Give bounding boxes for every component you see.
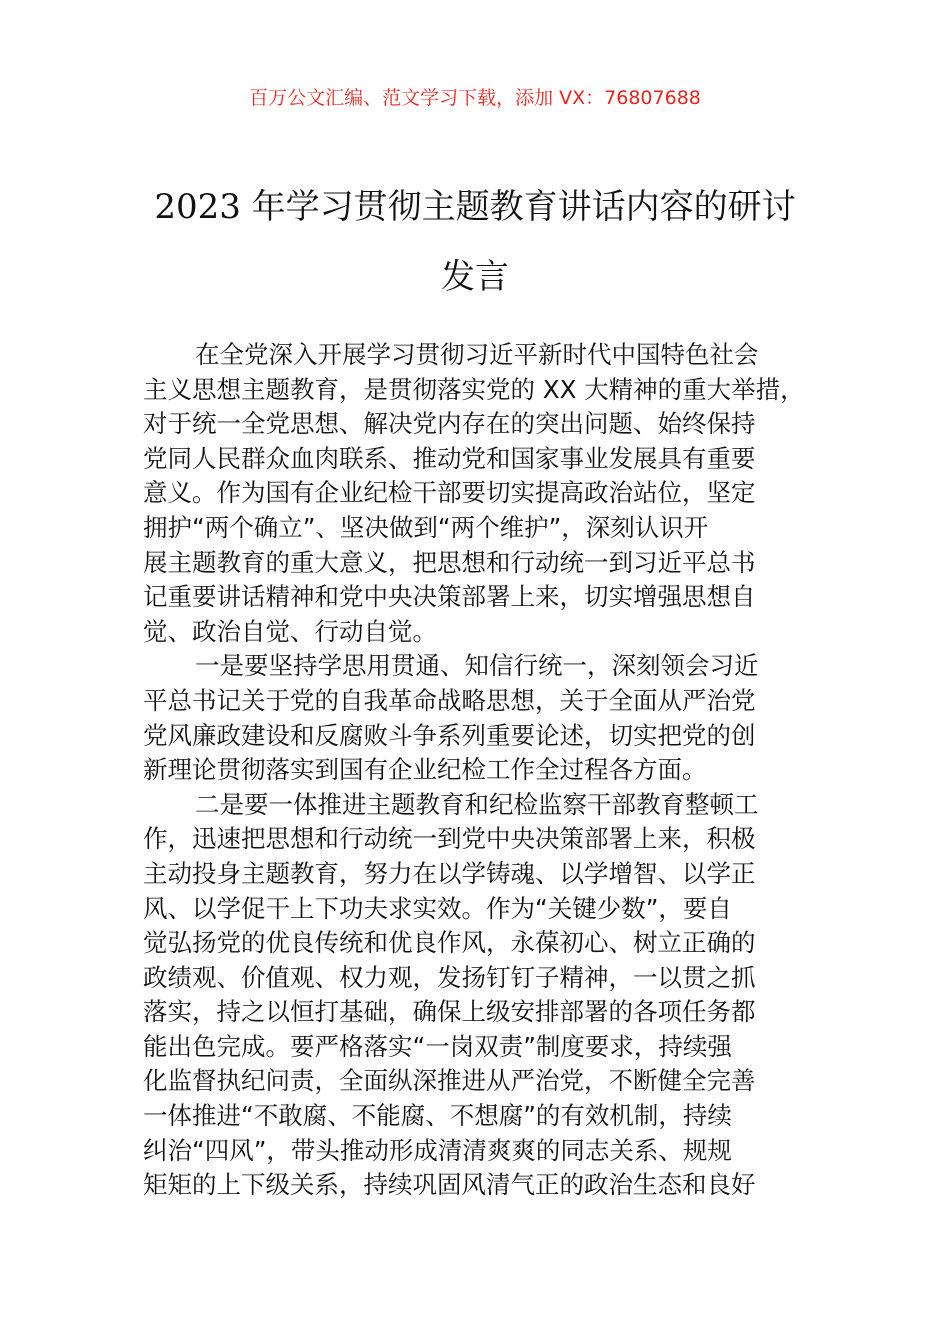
paragraph-3-line: 作，迅速把思想和行动统一到党中央决策部署上来，积极 xyxy=(143,824,756,854)
paragraph-1-line: 拥护“两个确立”、坚决做到“两个维护”，深刻认识开 xyxy=(143,512,709,542)
paragraph-3-line: 二是要一体推进主题教育和纪检监察干部教育整顿工 xyxy=(195,789,759,819)
paragraph-3-line: 化监督执纪问责，全面纵深推进从严治党，不断健全完善 xyxy=(143,1066,756,1096)
paragraph-2-line: 党风廉政建设和反腐败斗争系列重要论述，切实把党的创 xyxy=(143,720,756,750)
paragraph-2-line: 新理论贯彻落实到国有企业纪检工作全过程各方面。 xyxy=(143,755,707,785)
paragraph-1-line: 在全党深入开展学习贯彻习近平新时代中国特色社会 xyxy=(195,340,759,369)
title-line-1: 2023 年学习贯彻主题教育讲话内容的研讨 xyxy=(154,187,796,227)
title-line-2: 发言 xyxy=(441,257,509,297)
paragraph-2-line: 一是要坚持学思用贯通、知信行统一，深刻领会习近 xyxy=(195,651,759,681)
paragraph-3-line: 矩矩的上下级关系，持续巩固风清气正的政治生态和良好 xyxy=(143,1170,756,1200)
paragraph-3-line: 落实，持之以恒打基础，确保上级安排部署的各项任务都 xyxy=(143,997,756,1027)
paragraph-1-line: 记重要讲话精神和党中央决策部署上来，切实增强思想自 xyxy=(143,582,756,612)
body-text xyxy=(143,338,813,1203)
paragraph-1-line: 觉、政治自觉、行动自觉。 xyxy=(143,616,437,646)
paragraph-1-line: 意义。作为国有企业纪检干部要切实提高政治站位，坚定 xyxy=(143,478,756,508)
paragraph-3-line: 能出色完成。要严格落实“一岗双责”制度要求，持续强 xyxy=(143,1031,732,1061)
paragraph-3-line: 主动投身主题教育，努力在以学铸魂、以学增智、以学正 xyxy=(143,858,756,888)
paragraph-1-line: 展主题教育的重大意义，把思想和行动统一到习近平总书 xyxy=(143,547,756,577)
paragraph-3-line: 觉弘扬党的优良传统和优良作风，永葆初心、树立正确的 xyxy=(143,928,756,958)
paragraph-1-line: 主义思想主题教育，是贯彻落实党的 XX 大精神的重大举措， xyxy=(143,374,805,404)
paragraph-3-line: 纠治“四风”，带头推动形成清清爽爽的同志关系、规规 xyxy=(143,1135,732,1165)
paragraph-1-line: 党同人民群众血肉联系、推动党和国家事业发展具有重要 xyxy=(143,443,756,473)
paragraph-3-line: 政绩观、价值观、权力观，发扬钉钉子精神，一以贯之抓 xyxy=(143,962,756,992)
paragraph-3-line: 风、以学促干上下功夫求实效。作为“关键少数”，要自 xyxy=(143,893,732,923)
paragraph-3-line: 一体推进“不敢腐、不能腐、不想腐”的有效机制，持续 xyxy=(143,1101,732,1131)
header-note: 百万公文汇编、范文学习下载，添加 VX：76807688 xyxy=(249,87,701,109)
page-title xyxy=(120,172,830,312)
paragraph-2-line: 平总书记关于党的自我革命战略思想，关于全面从严治党 xyxy=(143,685,756,715)
paragraph-1-line: 对于统一全党思想、解决党内存在的突出问题、始终保持 xyxy=(143,409,756,439)
